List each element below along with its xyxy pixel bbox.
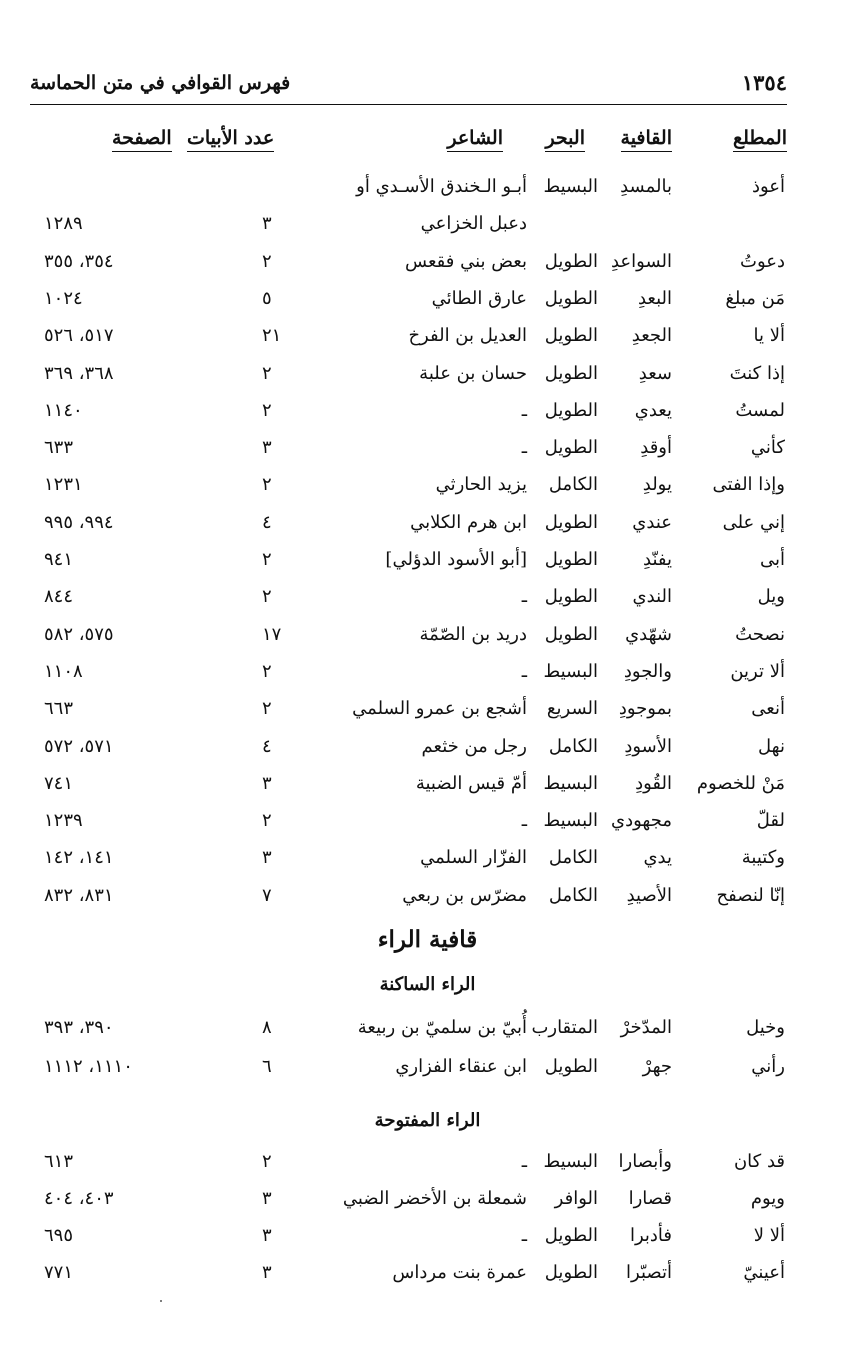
cell-shaer: حسان بن علبة <box>419 362 527 384</box>
table-row <box>0 287 855 315</box>
cell-abyat: ٥ <box>262 287 272 309</box>
cell-qafia: القُودِ <box>635 772 672 794</box>
cell-shaer: ـ <box>521 586 527 608</box>
table-row <box>0 1150 855 1178</box>
cell-safha: ٨٤٤ <box>44 586 74 608</box>
table-row <box>0 623 855 651</box>
cell-shaer: ابن عنقاء الفزاري <box>395 1056 527 1077</box>
table-row <box>0 1016 855 1044</box>
cell-abyat: ٢ <box>262 1151 272 1172</box>
cell-abyat: ٢ <box>262 660 272 682</box>
cell-qafia: والجودِ <box>623 660 672 682</box>
cell-shaer: دريد بن الصّمّة <box>419 623 527 645</box>
cell-matla: ويل <box>757 586 785 608</box>
cell-qafia: فأدبرا <box>629 1225 672 1246</box>
cell-shaer: عمرة بنت مرداس <box>392 1262 527 1283</box>
cell-matla: مَنْ للخصوم <box>696 772 785 794</box>
table-row <box>0 697 855 725</box>
table-row <box>0 585 855 613</box>
cell-safha: ١٢٨٩ <box>44 213 83 235</box>
cell-qafia: المدّخرْ <box>620 1017 672 1038</box>
cell-abyat: ٣ <box>262 1262 272 1283</box>
running-header <box>30 70 787 104</box>
cell-shaer: بعض بني فقعس <box>405 250 527 272</box>
table-row <box>0 660 855 688</box>
cell-safha: ١١٤٠ <box>44 399 83 421</box>
cell-safha: ٥٧١، ٥٧٢ <box>44 735 114 757</box>
table-row <box>0 1224 855 1252</box>
cell-matla: قد كان <box>733 1151 785 1172</box>
cell-qafia: وأبصارا <box>618 1151 672 1172</box>
cell-qafia: بالمسدِ <box>620 176 672 197</box>
cell-abyat: ٢ <box>262 698 272 720</box>
cell-bahr: الطويل <box>544 399 598 421</box>
cell-qafia: يعدي <box>634 399 672 421</box>
cell-matla: ألا يا <box>753 325 785 347</box>
cell-abyat: ٢ <box>262 399 272 421</box>
cell-safha: ١٤١، ١٤٢ <box>44 847 114 869</box>
cell-abyat: ١٧ <box>262 623 282 645</box>
cell-matla: كأني <box>750 437 785 459</box>
table-row <box>0 548 855 576</box>
col-head-matla: المطلع <box>733 126 787 152</box>
cell-shaer: ـ <box>521 660 527 682</box>
cell-qafia: جهرْ <box>642 1056 672 1077</box>
cell-matla: ألا ترين <box>730 660 785 682</box>
cell-bahr: الطويل <box>544 325 598 347</box>
table-row <box>0 324 855 352</box>
cell-qafia: قصارا <box>628 1188 672 1209</box>
table-row <box>0 884 855 912</box>
cell-matla: دعوتُ <box>740 250 785 272</box>
cell-bahr: الطويل <box>544 362 598 384</box>
cell-abyat: ٤ <box>262 511 272 533</box>
cell-matla: مَن مبلغ <box>725 287 785 309</box>
cell-bahr: الكامل <box>548 884 598 906</box>
table-row <box>0 250 855 278</box>
cell-matla: ألا لا <box>753 1225 785 1246</box>
cell-safha: ٥٧٥، ٥٨٢ <box>44 623 114 645</box>
cell-matla: لمستُ <box>735 399 785 421</box>
section-title-ra: قافية الراء <box>377 926 478 953</box>
cell-matla: لقلّ <box>756 810 785 832</box>
cell-qafia: الأسودِ <box>624 735 672 757</box>
cell-bahr: الطويل <box>544 1225 598 1246</box>
cell-qafia: يدي <box>643 847 672 869</box>
col-head-shaer: الشاعر <box>447 126 503 152</box>
cell-qafia: شهّدي <box>625 623 672 645</box>
cell-qafia: سعدِ <box>638 362 672 384</box>
cell-bahr: الوافر <box>554 1188 598 1209</box>
cell-bahr: الطويل <box>544 250 598 272</box>
cell-shaer: دعبل الخزاعي <box>420 213 527 235</box>
cell-matla: إنّا لنصفح <box>716 884 785 906</box>
cell-qafia: أتصبّرا <box>626 1262 672 1283</box>
cell-abyat: ٣ <box>262 1225 272 1246</box>
cell-bahr: الكامل <box>548 474 598 496</box>
cell-shaer: أمّ قيس الضبية <box>415 772 527 794</box>
cell-abyat: ٣ <box>262 213 272 235</box>
table-row <box>0 1261 855 1289</box>
cell-safha: ١٢٣١ <box>44 474 83 496</box>
subsection-maftuha: الراء المفتوحة <box>374 1110 481 1131</box>
cell-bahr: البسيط <box>543 176 598 197</box>
table-row <box>0 175 855 203</box>
cell-abyat: ٧ <box>262 884 272 906</box>
cell-abyat: ٣ <box>262 437 272 459</box>
table-row <box>0 473 855 501</box>
cell-safha: ١٠٢٤ <box>44 287 83 309</box>
cell-bahr: البسيط <box>543 1151 598 1172</box>
cell-safha: ٨٣١، ٨٣٢ <box>44 884 114 906</box>
cell-safha: ١٢٣٩ <box>44 810 83 832</box>
col-head-qafia: القافية <box>621 126 672 152</box>
cell-matla: أبى <box>759 549 785 570</box>
print-speck <box>160 1300 162 1302</box>
cell-abyat: ٣ <box>262 772 272 794</box>
cell-qafia: الندي <box>632 586 672 608</box>
subsection-sakina: الراء الساكنة <box>379 974 476 995</box>
cell-shaer: أشجع بن عمرو السلمي <box>352 698 527 720</box>
cell-matla: وكتيبة <box>741 847 785 869</box>
cell-abyat: ٣ <box>262 847 272 869</box>
cell-bahr: الطويل <box>544 511 598 533</box>
cell-safha: ٦١٣ <box>44 1151 74 1172</box>
cell-safha: ٧٧١ <box>44 1262 74 1283</box>
cell-matla: ويوم <box>750 1188 785 1209</box>
col-head-bahr: البحر <box>545 126 585 152</box>
cell-shaer: ـ <box>521 437 527 459</box>
cell-safha: ٣٥٤، ٣٥٥ <box>44 250 114 272</box>
running-title: فهرس القوافي في متن الحماسة <box>30 72 291 94</box>
cell-safha: ٦٣٣ <box>44 437 74 459</box>
cell-safha: ٧٤١ <box>44 772 74 794</box>
cell-safha: ٩٩٤، ٩٩٥ <box>44 511 114 533</box>
cell-abyat: ٢ <box>262 586 272 608</box>
cell-bahr: الطويل <box>544 623 598 645</box>
cell-matla: أنعى <box>751 698 785 720</box>
cell-matla: نصحتُ <box>735 623 785 645</box>
cell-shaer: ابن هرم الكلابي <box>410 511 527 533</box>
cell-bahr: المتقارب <box>531 1017 598 1038</box>
cell-shaer: ـ <box>521 1225 527 1246</box>
cell-safha: ٣٦٨، ٣٦٩ <box>44 362 114 384</box>
page-number: ١٣٥٤ <box>741 70 787 95</box>
cell-matla: إني على <box>722 511 785 533</box>
cell-safha: ١١١٠، ١١١٢ <box>44 1056 133 1077</box>
cell-abyat: ٢ <box>262 250 272 272</box>
cell-qafia: الأصيدِ <box>626 884 672 906</box>
cell-shaer: ـ <box>521 399 527 421</box>
cell-qafia: بموجودِ <box>618 698 672 720</box>
cell-bahr: البسيط <box>543 772 598 794</box>
cell-abyat: ٢ <box>262 362 272 384</box>
cell-matla: نهل <box>758 735 785 757</box>
cell-shaer: [أبو الأسود الدؤلي] <box>385 549 527 570</box>
cell-abyat: ٢ <box>262 810 272 832</box>
cell-bahr: الطويل <box>544 1056 598 1077</box>
table-row <box>0 399 855 427</box>
cell-qafia: الجعدِ <box>631 325 672 347</box>
cell-abyat: ٨ <box>262 1017 272 1038</box>
table-row <box>0 1055 855 1083</box>
cell-shaer: مضرّس بن ربعي <box>402 884 527 906</box>
cell-abyat: ٢ <box>262 474 272 496</box>
cell-abyat: ٤ <box>262 735 272 757</box>
table-row <box>0 809 855 837</box>
cell-bahr: الطويل <box>544 287 598 309</box>
cell-shaer: عارق الطائي <box>431 287 527 309</box>
cell-qafia: البعدِ <box>637 287 672 309</box>
cell-qafia: عندي <box>632 511 672 533</box>
cell-safha: ٦٩٥ <box>44 1225 74 1246</box>
cell-shaer: ـ <box>521 1151 527 1172</box>
cell-qafia: مجهودي <box>611 810 672 832</box>
cell-matla: رأني <box>751 1056 785 1077</box>
table-row <box>0 212 855 240</box>
cell-abyat: ٢١ <box>262 325 282 347</box>
cell-shaer: أبـو الـخندق الأسـدي أو <box>356 176 527 197</box>
cell-abyat: ٢ <box>262 549 272 570</box>
cell-matla: إذا كنتَ <box>729 362 785 384</box>
cell-shaer: الفزّار السلمي <box>420 847 527 869</box>
table-row <box>0 772 855 800</box>
table-row <box>0 1187 855 1215</box>
col-head-abyat: عدد الأبيات <box>187 126 274 152</box>
cell-shaer: رجل من خثعم <box>421 735 527 757</box>
cell-bahr: الطويل <box>544 1262 598 1283</box>
cell-matla: أعينيّ <box>743 1262 785 1283</box>
cell-shaer: ـ <box>521 810 527 832</box>
cell-bahr: البسيط <box>543 660 598 682</box>
header-rule <box>30 104 787 105</box>
table-row <box>0 362 855 390</box>
cell-bahr: الطويل <box>544 437 598 459</box>
cell-abyat: ٦ <box>262 1056 272 1077</box>
cell-matla: أعوذ <box>751 176 785 197</box>
cell-qafia: أوقدِ <box>640 437 672 459</box>
cell-qafia: السواعدِ <box>610 250 672 272</box>
cell-shaer: العديل بن الفرخ <box>408 325 527 347</box>
cell-safha: ١١٠٨ <box>44 660 83 682</box>
col-head-safha: الصفحة <box>112 126 172 152</box>
cell-shaer: شمعلة بن الأخضر الضبي <box>342 1188 527 1209</box>
cell-safha: ٥١٧، ٥٢٦ <box>44 325 114 347</box>
table-row <box>0 511 855 539</box>
cell-safha: ٩٤١ <box>44 549 74 570</box>
cell-qafia: يولدِ <box>642 474 672 496</box>
cell-matla: وخيل <box>746 1017 785 1038</box>
cell-bahr: البسيط <box>543 810 598 832</box>
cell-bahr: الطويل <box>544 586 598 608</box>
cell-safha: ٤٠٣، ٤٠٤ <box>44 1188 114 1209</box>
cell-bahr: الكامل <box>548 847 598 869</box>
table-row <box>0 735 855 763</box>
cell-shaer: يزيد الحارثي <box>435 474 527 496</box>
cell-bahr: الطويل <box>544 549 598 570</box>
cell-abyat: ٣ <box>262 1188 272 1209</box>
cell-safha: ٦٦٣ <box>44 698 74 720</box>
cell-safha: ٣٩٠، ٣٩٣ <box>44 1017 114 1038</box>
cell-bahr: الكامل <box>548 735 598 757</box>
cell-shaer: أُبيّ بن سلميّ بن ربيعة <box>357 1017 527 1038</box>
table-row <box>0 436 855 464</box>
cell-bahr: السريع <box>546 698 598 720</box>
cell-qafia: يفنّدِ <box>643 549 672 570</box>
table-row <box>0 846 855 874</box>
cell-matla: وإذا الفتى <box>712 474 785 496</box>
